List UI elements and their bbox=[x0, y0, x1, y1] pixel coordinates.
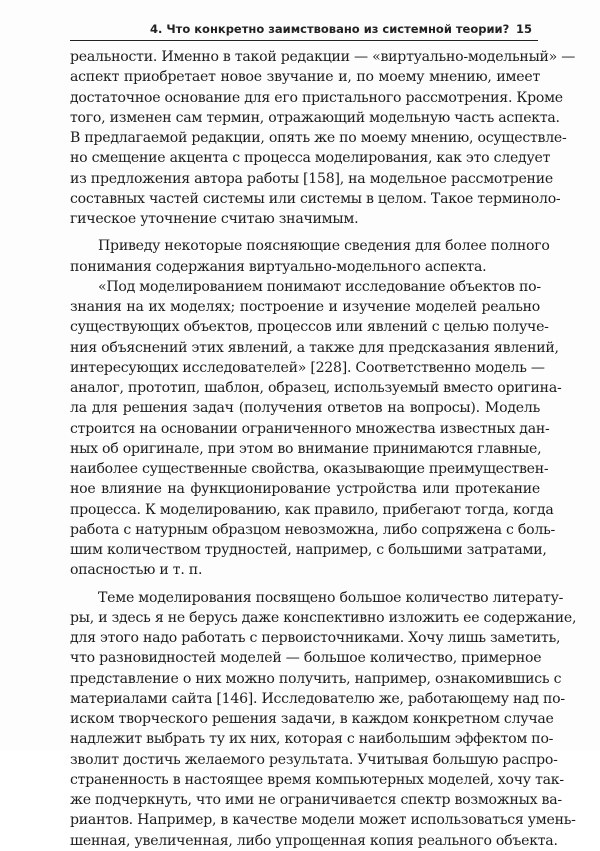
text-line: гическое уточнение считаю значимым. bbox=[70, 211, 359, 227]
text-line: понимания содержания виртуально-модельного аспекта. bbox=[70, 258, 487, 275]
text-line: страненность в настоящее время компьютерных моделей, хочу так- bbox=[70, 771, 564, 788]
text-line: Теме моделирования посвящено большое количество литерату- bbox=[98, 589, 564, 606]
text-line: Приведу некоторые поясняющие сведения для более полного bbox=[98, 238, 550, 255]
text-line: опасностью и т. п. bbox=[70, 562, 203, 579]
text-line: представление о них можно получить, например, ознакомившись с bbox=[70, 670, 562, 687]
text-line: наиболее существенные свойства, оказывающие преимуществен- bbox=[70, 461, 549, 477]
text-line: того, изменен сам термин, отражающий модельную часть аспекта. bbox=[70, 109, 560, 126]
text-line: составных частей системы или системы в целом. Такое терминоло- bbox=[70, 190, 561, 207]
text-line: ное влияние на функционирование устройства или протекание bbox=[70, 481, 540, 498]
text-line: ры, и здесь я не берусь даже конспективно изложить ее содержание, bbox=[70, 609, 577, 626]
text-line: ла для решения задач (получения ответов на вопросы). Модель bbox=[70, 400, 540, 417]
text-line: интересующих исследователей» [228]. Соответственно модель — bbox=[70, 359, 545, 376]
body-text bbox=[70, 47, 577, 851]
text-line: ния объяснений этих явлений, а также для предсказания явлений, bbox=[70, 339, 559, 356]
text-line: шенная, увеличенная, либо упрощенная копия реального объекта. bbox=[70, 832, 558, 849]
text-line: достаточное основание для его пристального рассмотрения. Кроме bbox=[70, 89, 563, 106]
text-line: реальности. Именно в такой редакции — «виртуально-модельный» — bbox=[70, 49, 576, 65]
text-line: риантов. Например, в качестве модели может использоваться умень- bbox=[70, 812, 576, 829]
text-line: но смещение акцента с процесса моделирования, как это следует bbox=[70, 150, 551, 167]
text-line: ных об оригинале, при этом во внимание принимаются главные, bbox=[70, 440, 542, 457]
page-number: 15 bbox=[515, 22, 532, 36]
text-line: надлежит выбрать ту их них, которая с наибольшим эффектом по- bbox=[70, 731, 554, 748]
text-line: зволит достичь желаемого результата. Учитывая большую распро- bbox=[70, 751, 558, 768]
text-line: иском творческого решения задачи, в каждом конкретном случае bbox=[70, 711, 554, 727]
text-line: процесса. К моделированию, как правило, прибегают тогда, когда bbox=[70, 501, 554, 518]
text-line: же подчеркнуть, что ими не ограничивается спектр возможных ва- bbox=[70, 792, 562, 808]
text-line: шим количеством трудностей, например, с большими затратами, bbox=[70, 542, 547, 558]
text-line: знания на их моделях; построение и изучение моделей реально bbox=[70, 299, 540, 315]
text-line: материалами сайта [146]. Исследователю же, работающему над по- bbox=[70, 690, 565, 707]
text-line: существующих объектов, процессов или явлений с целью получе- bbox=[70, 319, 549, 336]
text-line: аспект приобретает новое звучание и, по моему мнению, имеет bbox=[70, 69, 540, 86]
running-header bbox=[70, 20, 538, 41]
text-line: из предложения автора работы [158], на модельное рассмотрение bbox=[70, 170, 553, 187]
text-line: что разновидностей моделей — большое количество, примерное bbox=[70, 650, 542, 667]
text-line: строится на основании ограниченного множества известных дан- bbox=[70, 420, 550, 437]
text-line: для этого надо работать с первоисточниками. Хочу лишь заметить, bbox=[70, 630, 561, 646]
text-line: аналог, прототип, шаблон, образец, используемый вместо оригина- bbox=[70, 380, 562, 396]
text-line: В предлагаемой редакции, опять же по моему мнению, осуществле- bbox=[70, 130, 567, 146]
chapter-title: 4. Что конкретно заимствовано из системной теории? bbox=[150, 22, 510, 36]
text-line: работа с натурным образцом невозможна, либо сопряжена с боль- bbox=[70, 521, 556, 538]
text-line: «Под моделированием понимают исследование объектов по- bbox=[98, 278, 541, 295]
